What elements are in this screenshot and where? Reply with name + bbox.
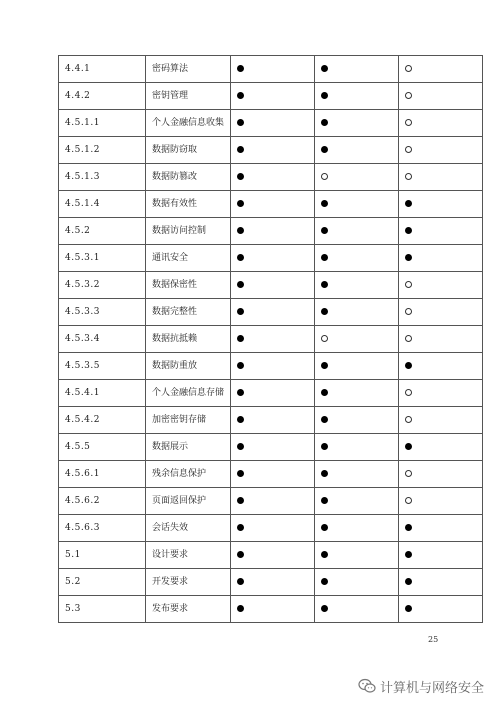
requirement-name: 会话失效 [146,515,231,542]
applicability-cell [231,434,315,461]
table-row [59,191,483,218]
applicability-cell [399,164,483,191]
applicability-cell [231,218,315,245]
applicability-cell [231,137,315,164]
applicability-cell [315,245,399,272]
applicability-cell [315,137,399,164]
filled-circle-icon [237,416,244,423]
applicability-cell [399,272,483,299]
filled-circle-icon [237,173,244,180]
filled-circle-icon [237,335,244,342]
table-row [59,56,483,83]
table-row [59,488,483,515]
filled-circle-icon [237,92,244,99]
filled-circle-icon [237,227,244,234]
applicability-cell [399,110,483,137]
applicability-cell [231,272,315,299]
table-row [59,596,483,623]
table-row [59,218,483,245]
wechat-icon [358,678,376,694]
applicability-cell [399,488,483,515]
clause-number: 4.5.6.1 [59,461,146,488]
applicability-cell [231,569,315,596]
filled-circle-icon [237,524,244,531]
filled-circle-icon [321,497,328,504]
clause-number: 4.5.1.3 [59,164,146,191]
clause-number: 4.5.3.4 [59,326,146,353]
applicability-cell [399,326,483,353]
hollow-circle-icon [405,470,412,477]
filled-circle-icon [321,605,328,612]
applicability-cell [399,353,483,380]
filled-circle-icon [237,497,244,504]
clause-number: 4.5.2 [59,218,146,245]
table-row [59,272,483,299]
filled-circle-icon [237,470,244,477]
requirement-name: 数据保密性 [146,272,231,299]
clause-number: 4.5.4.2 [59,407,146,434]
filled-circle-icon [237,308,244,315]
page-number: 25 [428,635,439,644]
applicability-cell [399,299,483,326]
filled-circle-icon [321,416,328,423]
clause-number: 4.5.6.2 [59,488,146,515]
clause-number: 4.4.2 [59,83,146,110]
hollow-circle-icon [405,92,412,99]
applicability-cell [231,542,315,569]
hollow-circle-icon [405,416,412,423]
requirement-name: 残余信息保护 [146,461,231,488]
table-row [59,569,483,596]
applicability-cell [399,542,483,569]
filled-circle-icon [405,200,412,207]
filled-circle-icon [237,200,244,207]
table-row [59,461,483,488]
hollow-circle-icon [405,281,412,288]
applicability-cell [399,56,483,83]
clause-number: 4.5.1.1 [59,110,146,137]
applicability-cell [399,218,483,245]
applicability-cell [315,515,399,542]
filled-circle-icon [321,389,328,396]
applicability-cell [315,596,399,623]
clause-number: 4.5.1.2 [59,137,146,164]
applicability-cell [231,245,315,272]
applicability-cell [399,407,483,434]
hollow-circle-icon [405,389,412,396]
filled-circle-icon [321,470,328,477]
filled-circle-icon [237,443,244,450]
filled-circle-icon [321,65,328,72]
clause-number: 4.5.3.2 [59,272,146,299]
clause-number: 4.5.4.1 [59,380,146,407]
watermark [358,676,484,696]
requirement-name: 数据访问控制 [146,218,231,245]
applicability-cell [231,56,315,83]
clause-number: 4.4.1 [59,56,146,83]
requirement-name: 密码算法 [146,56,231,83]
applicability-cell [231,83,315,110]
filled-circle-icon [321,254,328,261]
applicability-cell [315,353,399,380]
filled-circle-icon [321,524,328,531]
applicability-cell [399,245,483,272]
requirement-name: 数据展示 [146,434,231,461]
clause-number: 4.5.3.3 [59,299,146,326]
clause-number: 4.5.6.3 [59,515,146,542]
requirement-name: 数据有效性 [146,191,231,218]
applicability-cell [315,272,399,299]
applicability-cell [315,461,399,488]
table-row [59,515,483,542]
applicability-cell [231,515,315,542]
applicability-cell [231,164,315,191]
applicability-cell [315,326,399,353]
table-row [59,380,483,407]
filled-circle-icon [321,200,328,207]
clause-number: 4.5.5 [59,434,146,461]
applicability-cell [315,407,399,434]
filled-circle-icon [321,308,328,315]
requirement-name: 设计要求 [146,542,231,569]
table-row [59,137,483,164]
filled-circle-icon [321,119,328,126]
clause-number: 5.2 [59,569,146,596]
filled-circle-icon [321,92,328,99]
applicability-cell [231,461,315,488]
filled-circle-icon [237,551,244,558]
clause-number: 4.5.3.5 [59,353,146,380]
applicability-cell [231,191,315,218]
applicability-cell [315,299,399,326]
requirement-name: 页面返回保护 [146,488,231,515]
requirement-name: 发布要求 [146,596,231,623]
applicability-cell [231,596,315,623]
filled-circle-icon [237,254,244,261]
requirement-name: 数据防重放 [146,353,231,380]
applicability-cell [315,488,399,515]
applicability-cell [315,542,399,569]
filled-circle-icon [405,443,412,450]
applicability-cell [315,218,399,245]
filled-circle-icon [321,551,328,558]
applicability-cell [231,407,315,434]
applicability-cell [315,434,399,461]
requirement-name: 通讯安全 [146,245,231,272]
applicability-cell [315,164,399,191]
filled-circle-icon [321,227,328,234]
applicability-cell [399,434,483,461]
applicability-cell [315,110,399,137]
filled-circle-icon [321,443,328,450]
requirement-name: 数据抗抵赖 [146,326,231,353]
table-row [59,299,483,326]
applicability-cell [315,83,399,110]
table-row [59,164,483,191]
requirement-name: 个人金融信息存储 [146,380,231,407]
hollow-circle-icon [321,173,328,180]
filled-circle-icon [237,362,244,369]
hollow-circle-icon [405,497,412,504]
applicability-cell [399,137,483,164]
filled-circle-icon [237,146,244,153]
applicability-cell [399,596,483,623]
hollow-circle-icon [405,146,412,153]
requirement-name: 数据防篡改 [146,164,231,191]
filled-circle-icon [405,551,412,558]
applicability-cell [231,380,315,407]
filled-circle-icon [321,281,328,288]
applicability-cell [231,299,315,326]
filled-circle-icon [405,254,412,261]
clause-number: 5.1 [59,542,146,569]
watermark-text: 计算机与网络安全 [380,680,485,696]
requirements-table [58,55,483,623]
requirement-name: 数据防窃取 [146,137,231,164]
filled-circle-icon [237,281,244,288]
clause-number: 5.3 [59,596,146,623]
table-row [59,353,483,380]
table-row [59,83,483,110]
filled-circle-icon [237,65,244,72]
applicability-cell [231,326,315,353]
table-row [59,245,483,272]
applicability-cell [231,488,315,515]
applicability-cell [399,83,483,110]
filled-circle-icon [405,524,412,531]
applicability-cell [315,191,399,218]
hollow-circle-icon [405,335,412,342]
clause-number: 4.5.3.1 [59,245,146,272]
table-row [59,542,483,569]
filled-circle-icon [237,119,244,126]
table-row [59,434,483,461]
applicability-cell [315,56,399,83]
table-row [59,326,483,353]
applicability-cell [315,380,399,407]
applicability-cell [399,380,483,407]
requirement-name: 密钥管理 [146,83,231,110]
requirement-name: 数据完整性 [146,299,231,326]
filled-circle-icon [237,578,244,585]
table-row [59,110,483,137]
filled-circle-icon [405,578,412,585]
requirement-name: 开发要求 [146,569,231,596]
applicability-cell [231,110,315,137]
requirements-table-body [59,56,483,623]
filled-circle-icon [237,389,244,396]
filled-circle-icon [405,227,412,234]
hollow-circle-icon [405,65,412,72]
applicability-cell [399,569,483,596]
clause-number: 4.5.1.4 [59,191,146,218]
filled-circle-icon [321,146,328,153]
filled-circle-icon [237,605,244,612]
hollow-circle-icon [321,335,328,342]
requirement-name: 加密密钥存储 [146,407,231,434]
hollow-circle-icon [405,173,412,180]
requirement-name: 个人金融信息收集 [146,110,231,137]
applicability-cell [399,191,483,218]
applicability-cell [399,461,483,488]
filled-circle-icon [405,605,412,612]
filled-circle-icon [321,578,328,585]
filled-circle-icon [405,362,412,369]
hollow-circle-icon [405,308,412,315]
table-row [59,407,483,434]
hollow-circle-icon [405,119,412,126]
applicability-cell [231,353,315,380]
filled-circle-icon [321,362,328,369]
applicability-cell [315,569,399,596]
applicability-cell [399,515,483,542]
